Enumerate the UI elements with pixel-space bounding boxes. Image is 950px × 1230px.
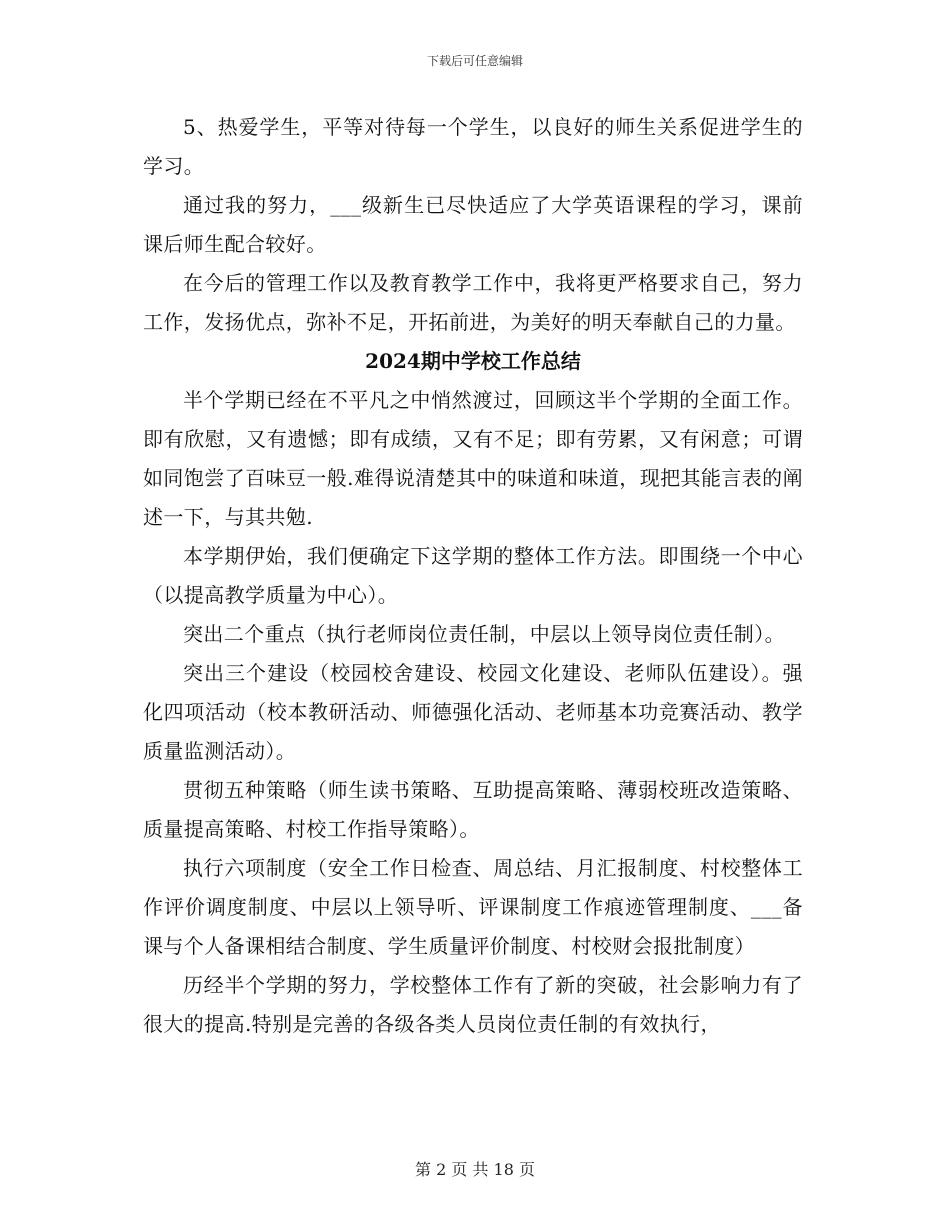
paragraph: 在今后的管理工作以及教育教学工作中，我将更严格要求自己，努力工作，发扬优点，弥补不足，开拓前进，为美好的明天奉献自己的力量。: [143, 271, 803, 334]
paragraph: 贯彻五种策略（师生读书策略、互助提高策略、薄弱校班改造策略、质量提高策略、村校工作指导策略）。: [143, 778, 803, 841]
paragraph: 本学期伊始，我们便确定下这学期的整体工作方法。即围绕一个中心（以提高教学质量为中心）。: [143, 544, 803, 607]
header-note: 下载后可任意编辑: [426, 54, 523, 68]
paragraph: 通过我的努力，___级新生已尽快适应了大学英语课程的学习，课前课后师生配合较好。: [143, 193, 803, 256]
paragraph: 执行六项制度（安全工作日检查、周总结、月汇报制度、村校整体工作评价调度制度、中层以上领导听、评课制度工作痕迹管理制度、___备课与个人备课相结合制度、学生质量评价制度、村校财会报批制度）: [143, 856, 803, 958]
document-body: [143, 108, 803, 1044]
paragraph: 历经半个学期的努力，学校整体工作有了新的突破，社会影响力有了很大的提高.特别是完善的各级各类人员岗位责任制的有效执行，: [143, 973, 803, 1036]
paragraph: 突出二个重点（执行老师岗位责任制，中层以上领导岗位责任制）。: [183, 622, 785, 646]
section-title: 2024期中学校工作总结: [365, 349, 581, 373]
paragraph: 5、热爱学生，平等对待每一个学生，以良好的师生关系促进学生的学习。: [143, 115, 803, 178]
paragraph: 半个学期已经在不平凡之中悄然渡过，回顾这半个学期的全面工作。即有欣慰，又有遗憾；即有成绩，又有不足；即有劳累，又有闲意；可谓如同饱尝了百味豆一般.难得说清楚其中的味道和味道，现把其能言表的阐述一下，与其共勉.: [143, 388, 803, 529]
paragraph: 突出三个建设（校园校舍建设、校园文化建设、老师队伍建设）。强化四项活动（校本教研活动、师德强化活动、老师基本功竞赛活动、教学质量监测活动）。: [143, 661, 803, 763]
page-number: 第 2 页 共 18 页: [415, 1160, 535, 1179]
